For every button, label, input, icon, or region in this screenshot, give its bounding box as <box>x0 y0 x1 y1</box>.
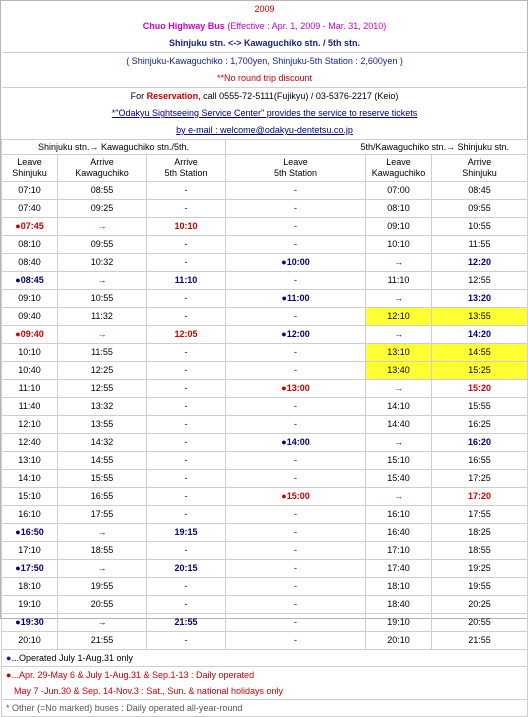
cell-leave-kawaguchiko: → <box>366 380 432 398</box>
odakyu-service-note: *"Odakyu Sightseeing Service Center" provides the service to reserve tickets <box>111 108 418 118</box>
cell-arrive-shinjuku: 13:20 <box>432 290 528 308</box>
table-row <box>2 560 528 578</box>
col-header-arrive-kawaguchiko: Arrive Kawaguchiko <box>58 155 147 182</box>
cell-arrive-shinjuku: 12:55 <box>432 272 528 290</box>
cell-leave-shinjuku: 07:10 <box>2 182 58 200</box>
table-row <box>2 326 528 344</box>
cell-leave-shinjuku: 18:10 <box>2 578 58 596</box>
cell-arrive-kawaguchiko: 09:55 <box>58 236 147 254</box>
cell-leave-kawaguchiko: 16:40 <box>366 524 432 542</box>
cell-leave-5th: ●12:00 <box>226 326 366 344</box>
cell-arrive-kawaguchiko: 21:55 <box>58 632 147 650</box>
table-row <box>2 542 528 560</box>
table-row <box>2 344 528 362</box>
cell-arrive-5th: - <box>147 290 226 308</box>
cell-leave-shinjuku: 15:10 <box>2 488 58 506</box>
table-row <box>2 200 528 218</box>
cell-arrive-kawaguchiko: 10:32 <box>58 254 147 272</box>
table-row <box>2 488 528 506</box>
table-row <box>2 614 528 632</box>
cell-arrive-shinjuku: 09:55 <box>432 200 528 218</box>
cell-leave-shinjuku: ●09:40 <box>2 326 58 344</box>
table-row <box>2 596 528 614</box>
cell-arrive-5th: - <box>147 416 226 434</box>
cell-arrive-shinjuku: 20:25 <box>432 596 528 614</box>
cell-leave-5th: - <box>226 632 366 650</box>
cell-arrive-shinjuku: 19:25 <box>432 560 528 578</box>
direction-inbound: 5th/Kawaguchiko stn.→ Shinjuku stn. <box>226 140 528 155</box>
cell-arrive-kawaguchiko: 16:55 <box>58 488 147 506</box>
table-row <box>2 254 528 272</box>
table-row <box>2 236 528 254</box>
col-header-leave-5th: Leave 5th Station <box>226 155 366 182</box>
cell-leave-5th: - <box>226 506 366 524</box>
footnote-blue-text: ...Operated July 1-Aug.31 only <box>11 652 134 663</box>
cell-leave-5th: - <box>226 560 366 578</box>
cell-arrive-kawaguchiko: 12:55 <box>58 380 147 398</box>
table-row <box>2 470 528 488</box>
blue-mark: ● <box>6 652 12 663</box>
cell-leave-shinjuku: 19:10 <box>2 596 58 614</box>
email-line <box>2 122 528 140</box>
cell-arrive-kawaguchiko: 17:55 <box>58 506 147 524</box>
cell-arrive-5th: - <box>147 452 226 470</box>
cell-leave-5th: ●15:00 <box>226 488 366 506</box>
cell-arrive-kawaguchiko: → <box>58 614 147 632</box>
cell-leave-5th: - <box>226 578 366 596</box>
cell-leave-kawaguchiko: → <box>366 326 432 344</box>
table-row <box>2 452 528 470</box>
cell-leave-shinjuku: 12:40 <box>2 434 58 452</box>
cell-leave-shinjuku: 10:10 <box>2 344 58 362</box>
cell-leave-kawaguchiko: 08:10 <box>366 200 432 218</box>
cell-arrive-5th: 19:15 <box>147 524 226 542</box>
footnote-red <box>2 667 528 684</box>
cell-leave-5th: - <box>226 614 366 632</box>
year-title: 2009 <box>254 4 275 14</box>
cell-arrive-5th: 11:10 <box>147 272 226 290</box>
col-header-arrive-shinjuku: Arrive Shinjuku <box>432 155 528 182</box>
schedule-rows <box>2 182 528 650</box>
cell-leave-kawaguchiko: 14:40 <box>366 416 432 434</box>
cell-leave-5th: ●14:00 <box>226 434 366 452</box>
cell-leave-kawaguchiko: → <box>366 254 432 272</box>
cell-leave-kawaguchiko: 13:10 <box>366 344 432 362</box>
cell-leave-5th: ●13:00 <box>226 380 366 398</box>
cell-leave-5th: - <box>226 596 366 614</box>
route-title: Shinjuku stn. <-> Kawaguchiko stn. / 5th stn. <box>169 38 361 48</box>
cell-arrive-5th: - <box>147 542 226 560</box>
cell-arrive-5th: - <box>147 380 226 398</box>
cell-leave-kawaguchiko: 18:40 <box>366 596 432 614</box>
cell-arrive-5th: - <box>147 434 226 452</box>
cell-leave-5th: - <box>226 218 366 236</box>
cell-leave-5th: - <box>226 416 366 434</box>
cell-leave-shinjuku: ●08:45 <box>2 272 58 290</box>
col-header-leave-shinjuku: Leave Shinjuku <box>2 155 58 182</box>
cell-leave-kawaguchiko: 07:00 <box>366 182 432 200</box>
table-row <box>2 380 528 398</box>
table-row <box>2 308 528 326</box>
cell-arrive-kawaguchiko: 15:55 <box>58 470 147 488</box>
fare-info: ( Shinjuku-Kawaguchiko : 1,700yen, Shinjuku-5th Station : 2,600yen ) <box>2 53 528 71</box>
cell-arrive-shinjuku: 17:25 <box>432 470 528 488</box>
col-header-leave-kawaguchiko: Leave Kawaguchiko <box>366 155 432 182</box>
cell-arrive-shinjuku: 18:55 <box>432 542 528 560</box>
cell-arrive-kawaguchiko: 09:25 <box>58 200 147 218</box>
bus-name: Chuo Highway Bus <box>142 21 225 31</box>
table-row <box>2 218 528 236</box>
cell-leave-kawaguchiko: 12:10 <box>366 308 432 326</box>
cell-leave-kawaguchiko: → <box>366 290 432 308</box>
cell-leave-kawaguchiko: 19:10 <box>366 614 432 632</box>
table-row <box>2 290 528 308</box>
cell-arrive-kawaguchiko: 13:55 <box>58 416 147 434</box>
cell-leave-5th: - <box>226 182 366 200</box>
direction-outbound: Shinjuku stn.→ Kawaguchiko stn./5th. <box>2 140 226 155</box>
cell-arrive-kawaguchiko: 11:32 <box>58 308 147 326</box>
cell-arrive-kawaguchiko: → <box>58 218 147 236</box>
cell-arrive-kawaguchiko: 14:55 <box>58 452 147 470</box>
cell-leave-kawaguchiko: 16:10 <box>366 506 432 524</box>
cell-arrive-5th: - <box>147 398 226 416</box>
cell-arrive-shinjuku: 10:55 <box>432 218 528 236</box>
table-row <box>2 272 528 290</box>
cell-arrive-5th: - <box>147 596 226 614</box>
cell-leave-shinjuku: ●16:50 <box>2 524 58 542</box>
cell-leave-shinjuku: 20:10 <box>2 632 58 650</box>
cell-leave-5th: - <box>226 452 366 470</box>
cell-arrive-shinjuku: 14:55 <box>432 344 528 362</box>
cell-arrive-shinjuku: 19:55 <box>432 578 528 596</box>
cell-leave-shinjuku: 08:10 <box>2 236 58 254</box>
no-round-trip-note: **No round trip discount <box>217 73 313 83</box>
cell-arrive-5th: - <box>147 578 226 596</box>
cell-arrive-5th: - <box>147 200 226 218</box>
effective-period: (Effective : Apr. 1, 2009 - Mar. 31, 2010) <box>227 21 387 31</box>
cell-leave-shinjuku: 09:40 <box>2 308 58 326</box>
red-mark: ● <box>6 669 12 680</box>
cell-arrive-5th: 10:10 <box>147 218 226 236</box>
col-header-arrive-5th: Arrive 5th Station <box>147 155 226 182</box>
cell-arrive-kawaguchiko: → <box>58 524 147 542</box>
cell-arrive-kawaguchiko: 19:55 <box>58 578 147 596</box>
cell-leave-kawaguchiko: 13:40 <box>366 362 432 380</box>
cell-leave-shinjuku: 08:40 <box>2 254 58 272</box>
cell-leave-kawaguchiko: 17:40 <box>366 560 432 578</box>
cell-leave-kawaguchiko: 20:10 <box>366 632 432 650</box>
cell-leave-kawaguchiko: 10:10 <box>366 236 432 254</box>
cell-arrive-5th: - <box>147 308 226 326</box>
cell-arrive-5th: - <box>147 632 226 650</box>
bus-subtitle <box>2 18 528 35</box>
cell-arrive-shinjuku: 16:55 <box>432 452 528 470</box>
table-row <box>2 362 528 380</box>
cell-leave-5th: - <box>226 470 366 488</box>
cell-leave-5th: - <box>226 236 366 254</box>
cell-leave-kawaguchiko: 18:10 <box>366 578 432 596</box>
cell-leave-shinjuku: 11:40 <box>2 398 58 416</box>
cell-leave-5th: ●10:00 <box>226 254 366 272</box>
cell-arrive-shinjuku: 12:20 <box>432 254 528 272</box>
cell-leave-kawaguchiko: 15:40 <box>366 470 432 488</box>
reservation-word: Reservation <box>146 91 199 101</box>
cell-arrive-shinjuku: 14:20 <box>432 326 528 344</box>
reservation-phone: , call 0555-72-5111(Fujikyu) / 03-5376-2217 (Keio) <box>198 91 399 101</box>
cell-arrive-5th: 12:05 <box>147 326 226 344</box>
footnote-blue <box>2 650 528 667</box>
email-link[interactable]: welcome@odakyu-dentetsu.co.jp <box>220 125 353 135</box>
cell-arrive-kawaguchiko: 13:32 <box>58 398 147 416</box>
cell-arrive-5th: - <box>147 470 226 488</box>
cell-leave-kawaguchiko: 09:10 <box>366 218 432 236</box>
cell-leave-5th: - <box>226 344 366 362</box>
cell-arrive-5th: - <box>147 182 226 200</box>
cell-leave-5th: ●11:00 <box>226 290 366 308</box>
cell-arrive-5th: 20:15 <box>147 560 226 578</box>
cell-leave-5th: - <box>226 272 366 290</box>
cell-leave-5th: - <box>226 200 366 218</box>
cell-leave-shinjuku: ●07:45 <box>2 218 58 236</box>
cell-arrive-shinjuku: 21:55 <box>432 632 528 650</box>
cell-leave-shinjuku: 17:10 <box>2 542 58 560</box>
footnote-other: * Other (=No marked) buses : Daily operated all-year-round <box>2 700 528 717</box>
cell-arrive-5th: - <box>147 254 226 272</box>
cell-arrive-5th: - <box>147 506 226 524</box>
cell-arrive-5th: - <box>147 362 226 380</box>
cell-leave-shinjuku: ●17:50 <box>2 560 58 578</box>
cell-leave-5th: - <box>226 524 366 542</box>
cell-leave-5th: - <box>226 542 366 560</box>
table-row <box>2 578 528 596</box>
cell-leave-5th: - <box>226 362 366 380</box>
table-row <box>2 434 528 452</box>
reservation-prefix: For <box>130 91 145 101</box>
cell-arrive-kawaguchiko: 11:55 <box>58 344 147 362</box>
cell-arrive-kawaguchiko: → <box>58 326 147 344</box>
table-row <box>2 416 528 434</box>
cell-arrive-shinjuku: 15:25 <box>432 362 528 380</box>
reservation-info <box>2 88 528 106</box>
cell-arrive-5th: - <box>147 344 226 362</box>
table-row <box>2 506 528 524</box>
cell-arrive-shinjuku: 08:45 <box>432 182 528 200</box>
cell-leave-shinjuku: 16:10 <box>2 506 58 524</box>
cell-leave-kawaguchiko: 15:10 <box>366 452 432 470</box>
cell-arrive-shinjuku: 16:25 <box>432 416 528 434</box>
cell-leave-shinjuku: 10:40 <box>2 362 58 380</box>
cell-leave-kawaguchiko: 17:10 <box>366 542 432 560</box>
footnote-red-text-2: May 7 -Jun.30 & Sep. 14-Nov.3 : Sat., Sun. & national holidays only <box>2 683 528 700</box>
cell-leave-shinjuku: 09:10 <box>2 290 58 308</box>
cell-arrive-shinjuku: 16:20 <box>432 434 528 452</box>
cell-arrive-5th: - <box>147 488 226 506</box>
table-row <box>2 182 528 200</box>
cell-leave-kawaguchiko: → <box>366 434 432 452</box>
cell-leave-shinjuku: 14:10 <box>2 470 58 488</box>
cell-arrive-kawaguchiko: 10:55 <box>58 290 147 308</box>
cell-arrive-shinjuku: 15:55 <box>432 398 528 416</box>
cell-leave-kawaguchiko: 11:10 <box>366 272 432 290</box>
cell-leave-shinjuku: 13:10 <box>2 452 58 470</box>
cell-leave-shinjuku: 12:10 <box>2 416 58 434</box>
cell-arrive-kawaguchiko: 18:55 <box>58 542 147 560</box>
cell-arrive-shinjuku: 18:25 <box>432 524 528 542</box>
table-row <box>2 524 528 542</box>
cell-arrive-kawaguchiko: → <box>58 272 147 290</box>
footnote-red-text-1: ...Apr. 29-May 6 & July 1-Aug.31 & Sep.1-13 : Daily operated <box>11 669 255 680</box>
cell-arrive-shinjuku: 15:20 <box>432 380 528 398</box>
cell-leave-kawaguchiko: → <box>366 488 432 506</box>
cell-arrive-kawaguchiko: 08:55 <box>58 182 147 200</box>
cell-arrive-kawaguchiko: 20:55 <box>58 596 147 614</box>
cell-leave-shinjuku: ●19:30 <box>2 614 58 632</box>
cell-leave-5th: - <box>226 308 366 326</box>
cell-arrive-kawaguchiko: 12:25 <box>58 362 147 380</box>
cell-arrive-shinjuku: 17:20 <box>432 488 528 506</box>
cell-arrive-kawaguchiko: 14:32 <box>58 434 147 452</box>
email-prefix: by e-mail : <box>176 125 221 135</box>
cell-leave-kawaguchiko: 14:10 <box>366 398 432 416</box>
cell-arrive-kawaguchiko: → <box>58 560 147 578</box>
table-row <box>2 632 528 650</box>
cell-arrive-5th: 21:55 <box>147 614 226 632</box>
timetable <box>1 1 528 717</box>
cell-leave-5th: - <box>226 398 366 416</box>
cell-leave-shinjuku: 07:40 <box>2 200 58 218</box>
cell-arrive-shinjuku: 20:55 <box>432 614 528 632</box>
cell-arrive-shinjuku: 13:55 <box>432 308 528 326</box>
cell-arrive-shinjuku: 17:55 <box>432 506 528 524</box>
cell-arrive-5th: - <box>147 236 226 254</box>
table-row <box>2 398 528 416</box>
cell-arrive-shinjuku: 11:55 <box>432 236 528 254</box>
cell-leave-shinjuku: 11:10 <box>2 380 58 398</box>
